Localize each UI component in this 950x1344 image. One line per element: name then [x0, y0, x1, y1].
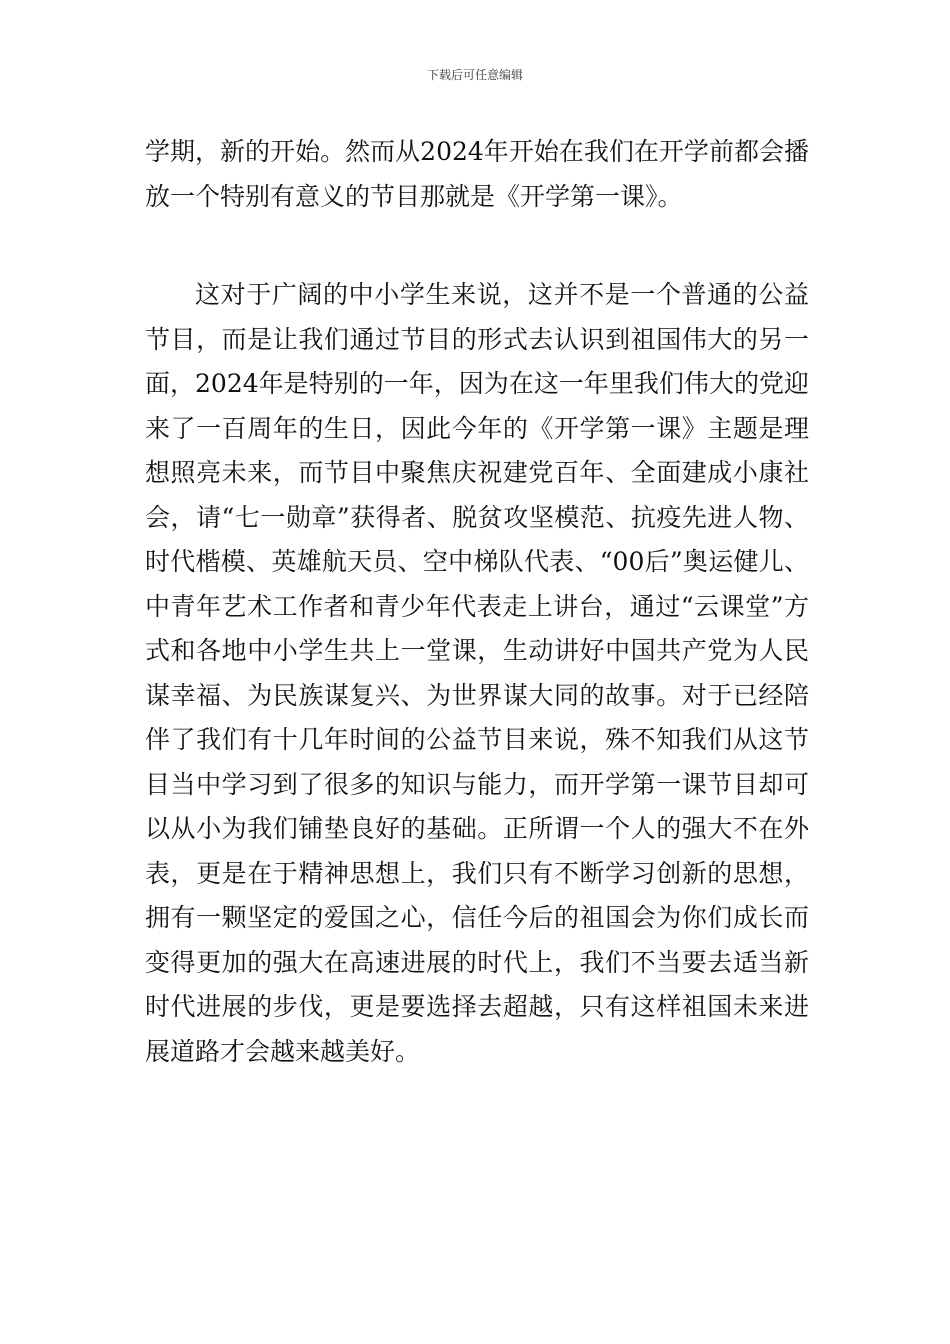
page-header: 下载后可任意编辑	[426, 68, 523, 82]
paragraph-1: 学期，新的开始。然而从2024年开始在我们在开学前都会播放一个特别有意义的节目那就是《开学第一课》。	[145, 137, 809, 211]
paragraph-2: 这对于广阔的中小学生来说，这并不是一个普通的公益节目，而是让我们通过节目的形式去认识到祖国伟大的另一面，2024年是特别的一年，因为在这一年里我们伟大的党迎来了一百周年的生日，因此今年的《开学第一课》主题是理想照亮未来，而节目中聚焦庆祝建党百年、全面建成小康社会，请“七一勋章”获得者、脱贫攻坚模范、抗疫先进人物、时代楷模、英雄航天员、空中梯队代表、“00后”奥运健儿、中青年艺术工作者和青少年代表走上讲台，通过“云课堂”方式和各地中小学生共上一堂课，生动讲好中国共产党为人民谋幸福、为民族谋复兴、为世界谋大同的故事。对于已经陪伴了我们有十几年时间的公益节目来说，殊不知我们从这节目当中学习到了很多的知识与能力，而开学第一课节目却可以从小为我们铺垫良好的基础。正所谓一个人的强大不在外表，更是在于精神思想上，我们只有不断学习创新的思想，拥有一颗坚定的爱国之心，信任今后的祖国会为你们成长而变得更加的强大在高速进展的时代上，我们不当要去适当新时代进展的步伐，更是要选择去超越，只有这样祖国未来进展道路才会越来越美好。	[145, 280, 809, 1066]
document-body	[145, 130, 809, 1074]
